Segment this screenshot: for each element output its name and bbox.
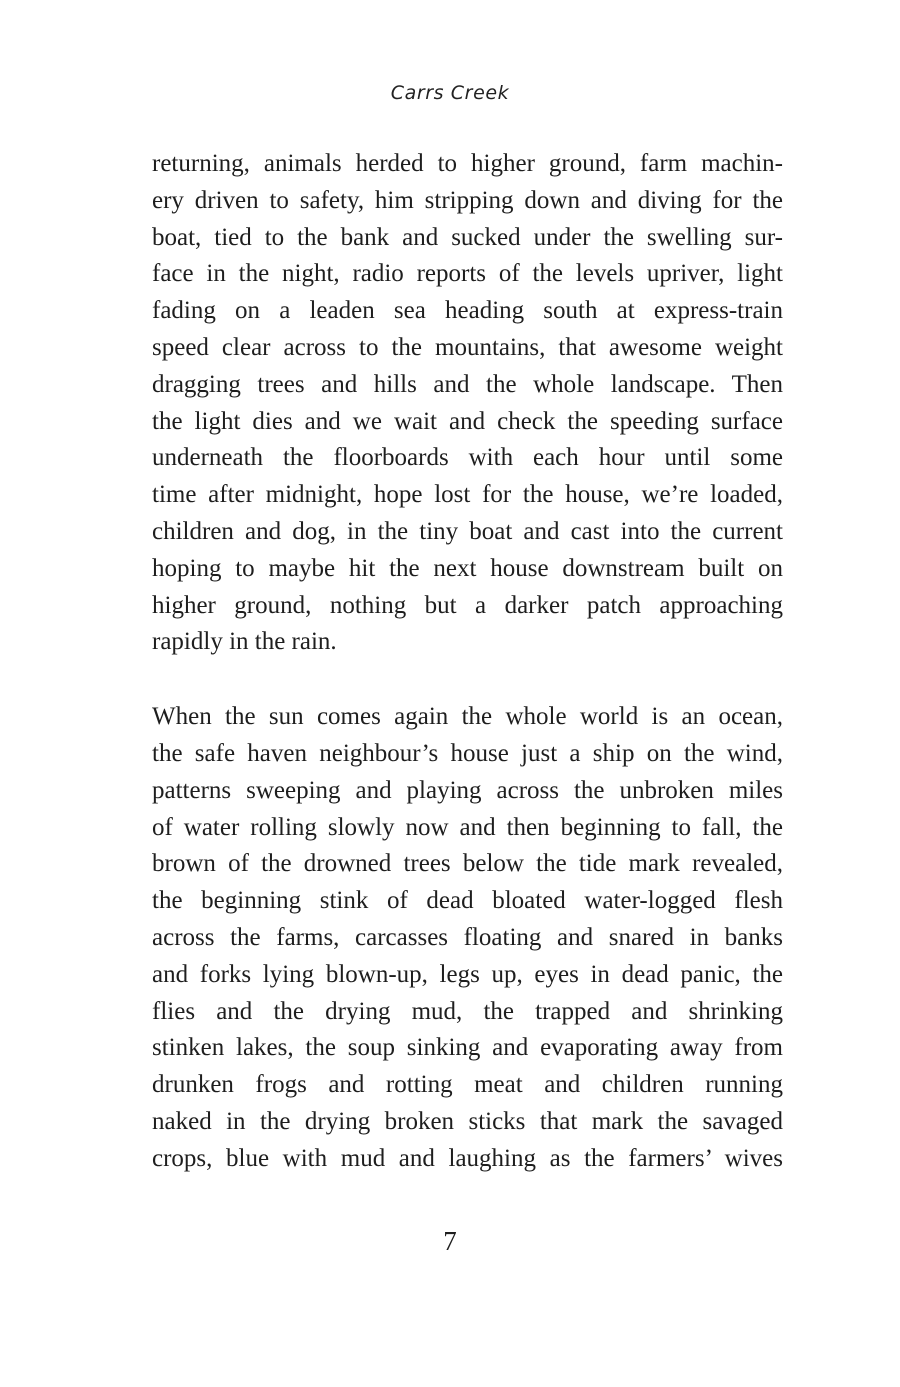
- text-line: drunken frogs and rotting meat and children running: [152, 1071, 783, 1099]
- text-line: speed clear across to the mountains, that awesome weight: [152, 333, 783, 361]
- text-line: time after midnight, hope lost for the house, we’re loaded,: [152, 481, 783, 509]
- paragraph-1: [152, 146, 783, 661]
- text-line: ery driven to safety, him stripping down and diving for the: [152, 186, 783, 214]
- text-line: the safe haven neighbour’s house just a ship on the wind,: [152, 739, 783, 767]
- text-line: children and dog, in the tiny boat and cast into the current: [152, 517, 783, 545]
- page-number: 7: [443, 1226, 457, 1256]
- text-line: underneath the floorboards with each hour until some: [152, 444, 783, 472]
- text-line: rapidly in the rain.: [152, 628, 337, 656]
- text-line: flies and the drying mud, the trapped and shrinking: [152, 997, 783, 1025]
- text-line: When the sun comes again the whole world is an ocean,: [152, 703, 783, 731]
- paragraph-2: [152, 699, 783, 1177]
- text-line: face in the night, radio reports of the levels upriver, light: [152, 260, 783, 288]
- text-line: higher ground, nothing but a darker patch approaching: [152, 591, 783, 619]
- text-line: the beginning stink of dead bloated water-logged flesh: [152, 887, 783, 915]
- paragraph-gap: [152, 661, 783, 699]
- text-line: across the farms, carcasses floating and snared in banks: [152, 923, 783, 951]
- text-line: naked in the drying broken sticks that mark the savaged: [152, 1107, 783, 1135]
- text-line: and forks lying blown-up, legs up, eyes in dead panic, the: [152, 960, 783, 988]
- text-line: crops, blue with mud and laughing as the farmers’ wives: [152, 1144, 783, 1172]
- text-line: returning, animals herded to higher ground, farm machin-: [152, 150, 783, 177]
- running-head: Carrs Creek: [390, 82, 510, 104]
- text-line: fading on a leaden sea heading south at express-train: [152, 297, 783, 325]
- text-line: stinken lakes, the soup sinking and evaporating away from: [152, 1034, 783, 1062]
- text-line: dragging trees and hills and the whole landscape. Then: [152, 370, 783, 398]
- text-line: of water rolling slowly now and then beginning to fall, the: [152, 813, 783, 841]
- text-line: patterns sweeping and playing across the unbroken miles: [152, 776, 783, 804]
- text-line: boat, tied to the bank and sucked under the swelling sur-: [152, 223, 783, 251]
- body-text: [152, 146, 783, 1178]
- text-line: brown of the drowned trees below the tide mark revealed,: [152, 850, 783, 878]
- text-line: hoping to maybe hit the next house downstream built on: [152, 554, 783, 582]
- text-line: the light dies and we wait and check the speeding surface: [152, 407, 783, 435]
